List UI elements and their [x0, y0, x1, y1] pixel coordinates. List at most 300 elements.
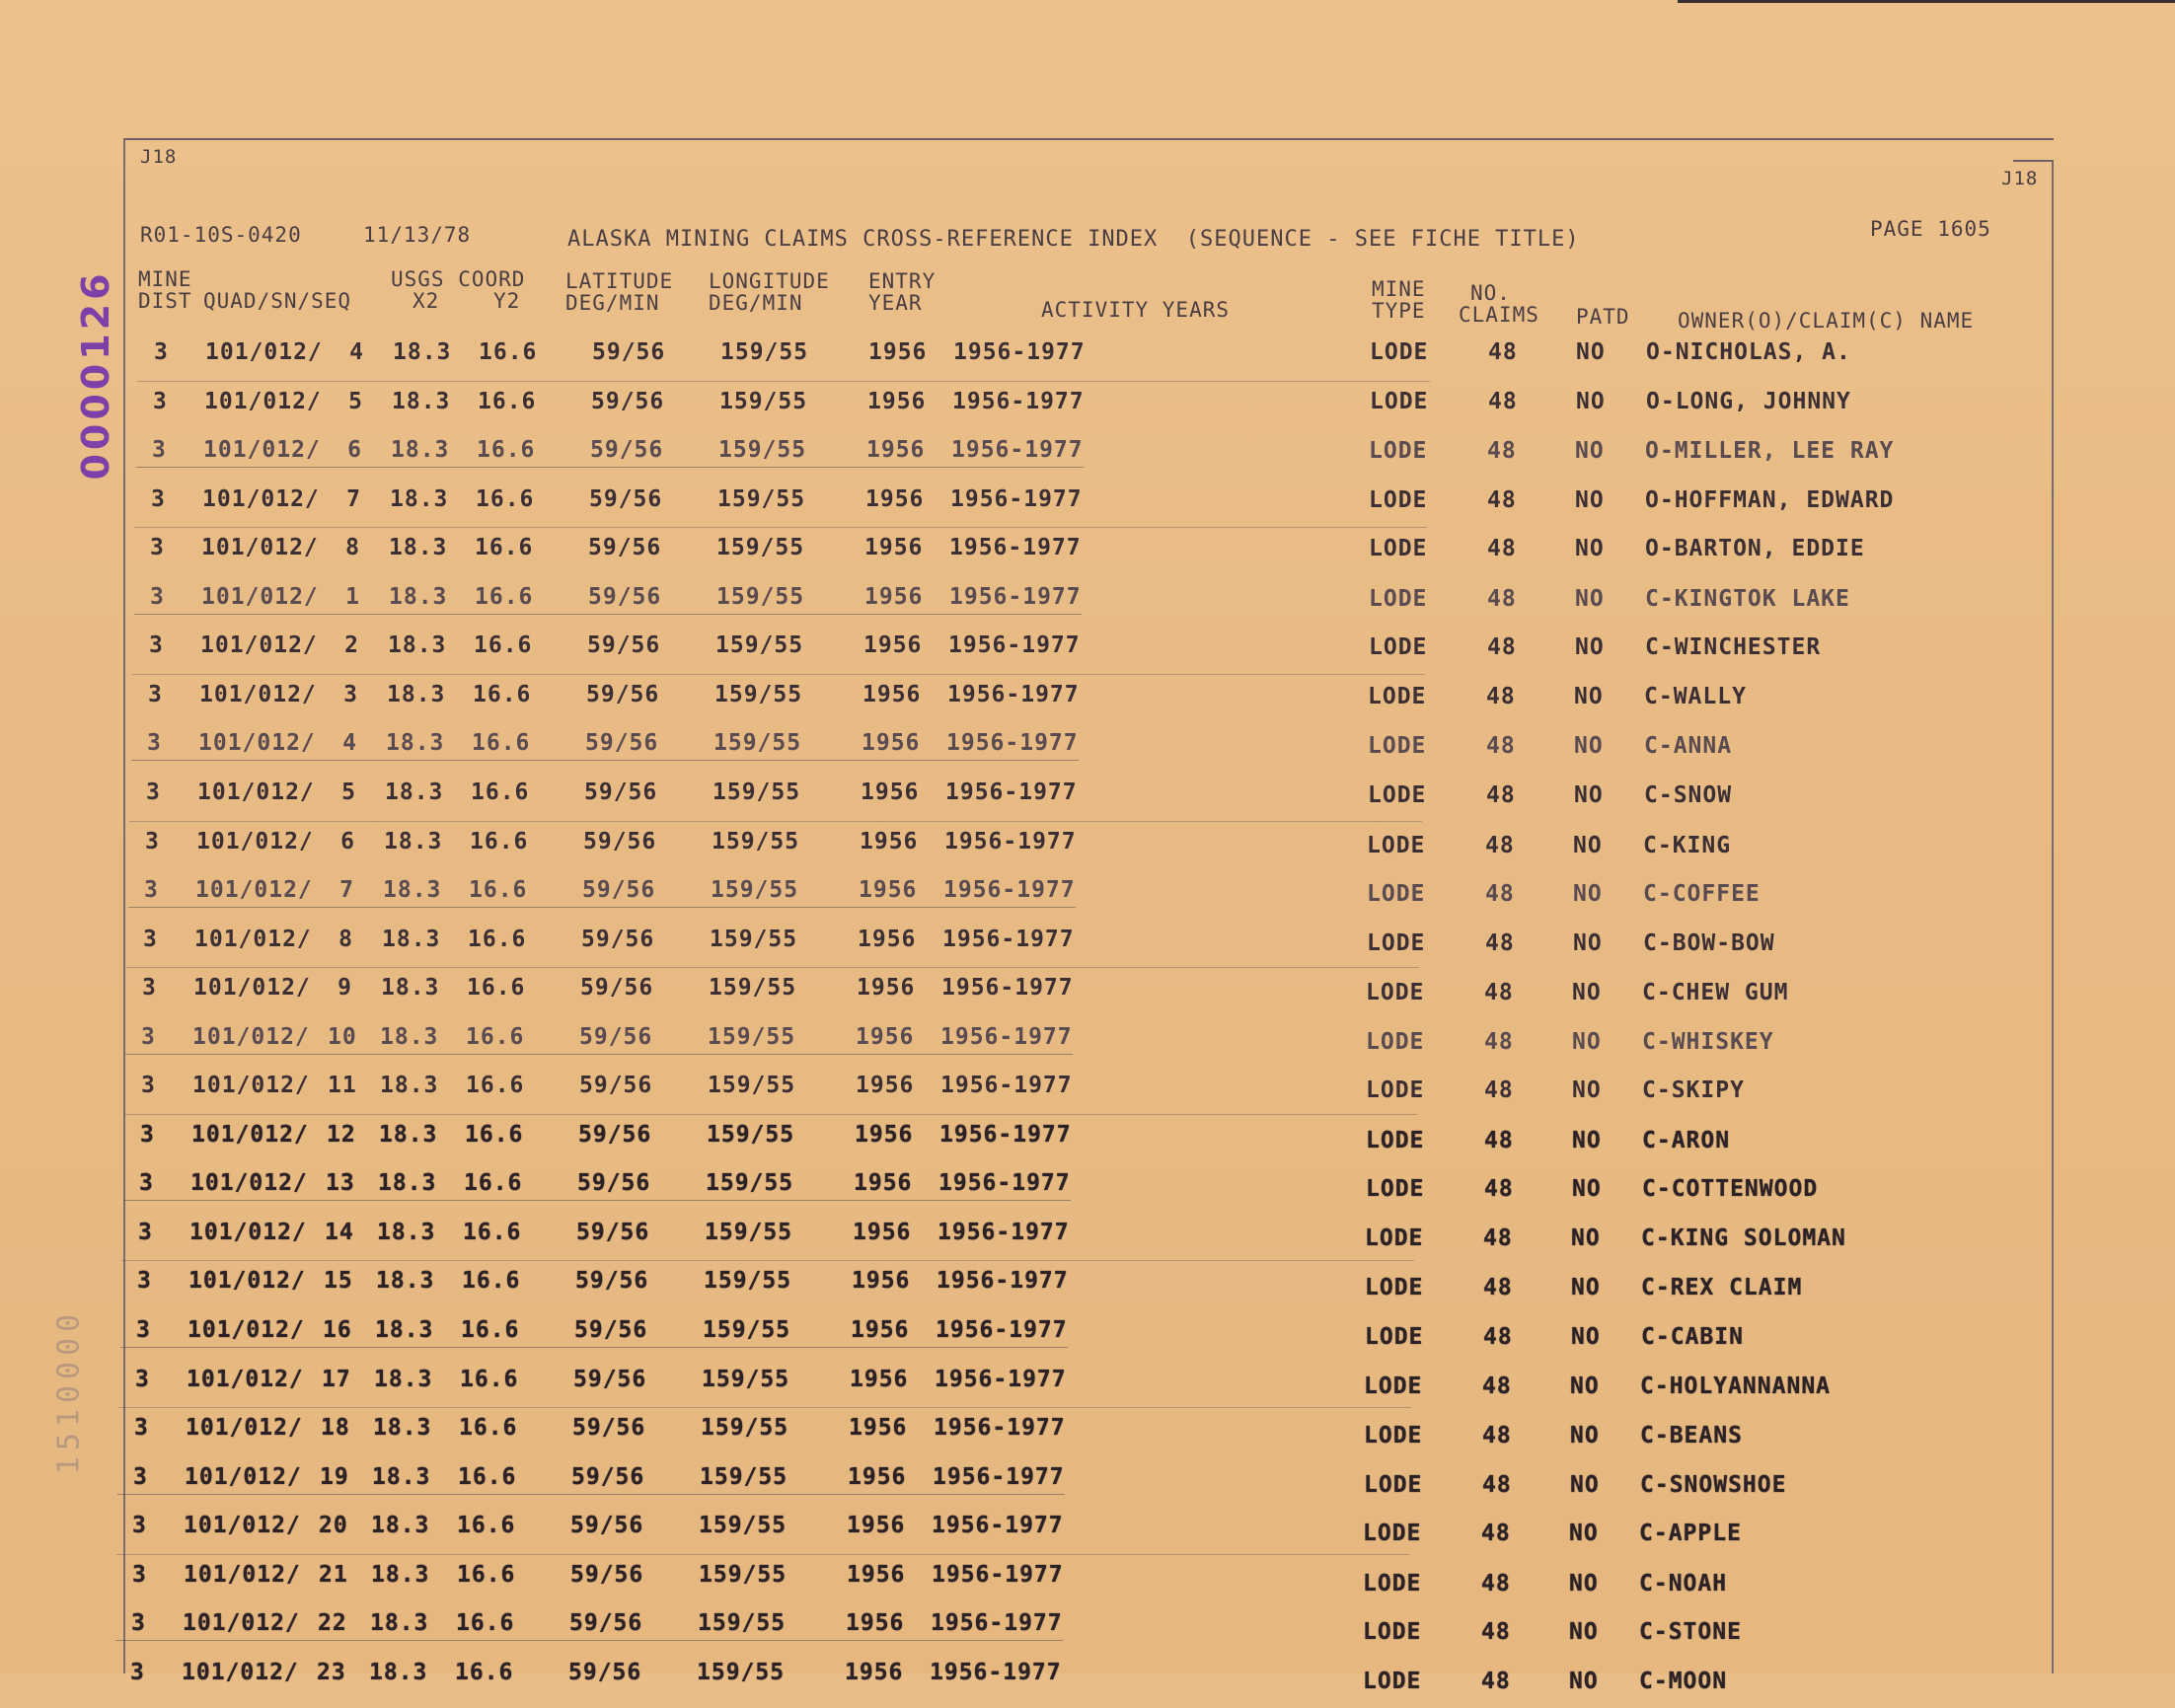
cell-x2: 18.3 — [378, 1170, 437, 1196]
cell-mine-type: LODE — [1369, 634, 1428, 660]
cell-entry-year: 1956 — [849, 1415, 908, 1441]
cell-mine-type: LODE — [1364, 1423, 1423, 1448]
cell-longitude: 159/55 — [720, 339, 809, 365]
cell-no-claims: 48 — [1482, 1374, 1512, 1399]
cell-seq: 4 — [342, 730, 357, 756]
cell-activity-years: 1956-1977 — [934, 1415, 1066, 1441]
cell-seq: 7 — [339, 877, 354, 903]
cell-activity-years: 1956-1977 — [949, 535, 1082, 560]
cell-seq: 14 — [325, 1220, 354, 1245]
cell-activity-years: 1956-1977 — [942, 927, 1075, 952]
cell-longitude: 159/55 — [710, 927, 798, 952]
cell-y2: 16.6 — [465, 1122, 524, 1148]
row-rule-line — [121, 1260, 1414, 1261]
col-header-longitude: LONGITUDE DEG/MIN — [709, 269, 830, 315]
cell-owner-claim-name: C-WINCHESTER — [1645, 634, 1822, 660]
cell-mine-dist: 3 — [135, 1367, 150, 1392]
cell-longitude: 159/55 — [698, 1610, 787, 1636]
cell-longitude: 159/55 — [704, 1268, 792, 1294]
cell-mine-dist: 3 — [142, 975, 157, 1001]
cell-mine-type: LODE — [1368, 782, 1427, 808]
cell-mine-type: LODE — [1368, 684, 1427, 709]
cell-mine-type: LODE — [1369, 586, 1428, 612]
cell-latitude: 59/56 — [579, 1073, 653, 1098]
cell-entry-year: 1956 — [846, 1610, 905, 1636]
cell-quad: 101/012/ — [183, 1610, 300, 1636]
cell-quad: 101/012/ — [188, 1317, 305, 1343]
cell-owner-claim-name: C-NOAH — [1639, 1571, 1728, 1597]
table-row — [0, 877, 2072, 926]
cell-entry-year: 1956 — [851, 1317, 910, 1343]
cell-mine-type: LODE — [1369, 536, 1428, 561]
cell-mine-type: LODE — [1363, 1571, 1422, 1597]
cell-owner-claim-name: C-CABIN — [1641, 1324, 1744, 1350]
cell-owner-claim-name: C-BEANS — [1640, 1423, 1743, 1448]
cell-quad: 101/012/ — [201, 535, 319, 560]
cell-seq: 15 — [324, 1268, 353, 1294]
cell-mine-dist: 3 — [130, 1660, 145, 1685]
cell-x2: 18.3 — [389, 584, 448, 610]
cell-activity-years: 1956-1977 — [930, 1660, 1062, 1685]
cell-latitude: 59/56 — [592, 339, 666, 365]
row-rule-line — [129, 821, 1422, 822]
row-rule-line — [117, 1494, 1065, 1495]
cell-y2: 16.6 — [458, 1464, 517, 1490]
cell-seq: 12 — [327, 1122, 356, 1148]
cell-mine-type: LODE — [1369, 438, 1428, 464]
cell-seq: 2 — [344, 632, 359, 658]
cell-y2: 16.6 — [456, 1610, 515, 1636]
cell-patd: NO — [1569, 1619, 1599, 1645]
cell-mine-dist: 3 — [153, 389, 168, 414]
col-header-no-claims: NO. CLAIMS — [1459, 281, 1539, 327]
cell-quad: 101/012/ — [197, 780, 315, 805]
table-row — [0, 584, 2072, 632]
cell-patd: NO — [1572, 1176, 1602, 1202]
cell-entry-year: 1956 — [857, 975, 916, 1001]
cell-x2: 18.3 — [392, 389, 451, 414]
cell-entry-year: 1956 — [847, 1513, 906, 1538]
cell-mine-type: LODE — [1366, 1176, 1425, 1202]
cell-quad: 101/012/ — [186, 1415, 303, 1441]
cell-mine-dist: 3 — [145, 829, 160, 854]
cell-seq: 8 — [345, 535, 360, 560]
cell-owner-claim-name: O-LONG, JOHNNY — [1646, 389, 1851, 414]
cell-activity-years: 1956-1977 — [941, 975, 1074, 1001]
report-id: R01-10S-0420 — [140, 223, 302, 247]
cell-latitude: 59/56 — [577, 1170, 651, 1196]
cell-activity-years: 1956-1977 — [938, 1220, 1070, 1245]
cell-longitude: 159/55 — [718, 437, 807, 463]
cell-mine-type: LODE — [1366, 1077, 1425, 1103]
cell-longitude: 159/55 — [697, 1660, 786, 1685]
cell-activity-years: 1956-1977 — [953, 339, 1086, 365]
cell-activity-years: 1956-1977 — [949, 584, 1082, 610]
cell-latitude: 59/56 — [570, 1562, 644, 1588]
cell-quad: 101/012/ — [191, 1122, 309, 1148]
col-header-owner-claim-name: OWNER(O)/CLAIM(C) NAME — [1678, 309, 1975, 333]
cell-quad: 101/012/ — [203, 437, 321, 463]
cell-patd: NO — [1572, 980, 1602, 1005]
cell-y2: 16.6 — [475, 535, 534, 560]
cell-seq: 19 — [320, 1464, 349, 1490]
cell-entry-year: 1956 — [855, 1122, 914, 1148]
row-rule-line — [115, 1640, 1063, 1641]
cell-no-claims: 48 — [1483, 1225, 1513, 1251]
cell-seq: 4 — [349, 339, 364, 365]
cell-no-claims: 48 — [1482, 1423, 1512, 1448]
cell-no-claims: 48 — [1484, 1077, 1514, 1103]
cell-entry-year: 1956 — [867, 389, 927, 414]
cell-patd: NO — [1572, 1128, 1602, 1153]
cell-longitude: 159/55 — [708, 1073, 796, 1098]
cell-seq: 22 — [318, 1610, 347, 1636]
cell-mine-dist: 3 — [131, 1610, 146, 1636]
cell-no-claims: 48 — [1484, 1176, 1514, 1202]
cell-owner-claim-name: C-COTTENWOOD — [1642, 1176, 1819, 1202]
cell-owner-claim-name: O-HOFFMAN, EDWARD — [1645, 487, 1895, 513]
cell-mine-dist: 3 — [154, 339, 169, 365]
cell-activity-years: 1956-1977 — [950, 486, 1083, 512]
cell-patd: NO — [1570, 1374, 1600, 1399]
row-rule-line — [124, 1114, 1417, 1115]
cell-longitude: 159/55 — [716, 584, 805, 610]
row-rule-line — [116, 1554, 1409, 1555]
table-row — [0, 1317, 2072, 1366]
cell-entry-year: 1956 — [858, 927, 917, 952]
cell-patd: NO — [1571, 1275, 1601, 1300]
cell-quad: 101/012/ — [200, 632, 318, 658]
cell-no-claims: 48 — [1481, 1619, 1511, 1645]
fiche-stamp-number: 0000126 — [74, 269, 117, 481]
cell-x2: 18.3 — [380, 1024, 439, 1050]
cell-mine-type: LODE — [1366, 1029, 1425, 1055]
row-rule-line — [137, 381, 1430, 382]
cell-quad: 101/012/ — [190, 1170, 308, 1196]
cell-patd: NO — [1572, 1077, 1602, 1103]
table-row — [0, 1024, 2072, 1073]
cell-mine-dist: 3 — [134, 1415, 149, 1441]
cell-no-claims: 48 — [1487, 634, 1517, 660]
cell-mine-type: LODE — [1364, 1374, 1423, 1399]
cell-y2: 16.6 — [466, 1073, 525, 1098]
cell-patd: NO — [1570, 1423, 1600, 1448]
cell-seq: 17 — [322, 1367, 351, 1392]
cell-x2: 18.3 — [374, 1367, 433, 1392]
table-row — [0, 1415, 2072, 1463]
cell-owner-claim-name: C-HOLYANNANNA — [1640, 1374, 1832, 1399]
cell-latitude: 59/56 — [569, 1610, 643, 1636]
cell-x2: 18.3 — [391, 437, 450, 463]
cell-latitude: 59/56 — [584, 780, 658, 805]
cell-y2: 16.6 — [464, 1170, 523, 1196]
cell-quad: 101/012/ — [201, 584, 319, 610]
cell-patd: NO — [1570, 1472, 1600, 1498]
cell-mine-dist: 3 — [132, 1562, 147, 1588]
cell-owner-claim-name: C-KINGTOK LAKE — [1645, 586, 1850, 612]
row-rule-line — [125, 1054, 1073, 1055]
cell-mine-type: LODE — [1367, 833, 1426, 858]
cell-patd: NO — [1575, 438, 1605, 464]
cell-latitude: 59/56 — [587, 632, 661, 658]
cell-x2: 18.3 — [377, 1220, 436, 1245]
cell-owner-claim-name: C-KING — [1643, 833, 1732, 858]
cell-x2: 18.3 — [373, 1415, 432, 1441]
cell-seq: 3 — [343, 682, 358, 707]
cell-no-claims: 48 — [1487, 536, 1517, 561]
cell-activity-years: 1956-1977 — [932, 1562, 1064, 1588]
cell-x2: 18.3 — [388, 632, 447, 658]
cell-y2: 16.6 — [472, 730, 531, 756]
cell-activity-years: 1956-1977 — [935, 1367, 1067, 1392]
cell-quad: 101/012/ — [193, 975, 311, 1001]
cell-latitude: 59/56 — [590, 437, 664, 463]
cell-entry-year: 1956 — [848, 1464, 907, 1490]
cell-patd: NO — [1574, 782, 1604, 808]
corner-label-right: J18 — [2001, 168, 2039, 189]
cell-mine-dist: 3 — [147, 730, 162, 756]
cell-entry-year: 1956 — [861, 780, 920, 805]
cell-longitude: 159/55 — [707, 1122, 795, 1148]
row-rule-line — [132, 674, 1425, 675]
cell-x2: 18.3 — [371, 1513, 430, 1538]
cell-seq: 20 — [319, 1513, 348, 1538]
cell-no-claims: 48 — [1488, 339, 1518, 365]
cell-patd: NO — [1571, 1225, 1601, 1251]
cell-y2: 16.6 — [473, 682, 532, 707]
cell-patd: NO — [1575, 487, 1605, 513]
cell-seq: 5 — [341, 780, 356, 805]
cell-mine-dist: 3 — [138, 1220, 153, 1245]
cell-no-claims: 48 — [1486, 733, 1516, 759]
report-date: 11/13/78 — [363, 223, 472, 247]
cell-patd: NO — [1573, 881, 1603, 907]
cell-quad: 101/012/ — [205, 339, 323, 365]
cell-mine-dist: 3 — [137, 1268, 152, 1294]
cell-y2: 16.6 — [466, 1024, 525, 1050]
cell-latitude: 59/56 — [568, 1660, 642, 1685]
cell-longitude: 159/55 — [701, 1415, 789, 1441]
cell-x2: 18.3 — [372, 1464, 431, 1490]
cell-no-claims: 48 — [1484, 1029, 1514, 1055]
cell-no-claims: 48 — [1486, 684, 1516, 709]
col-header-entry-year: ENTRY YEAR — [868, 269, 937, 315]
table-row — [0, 1122, 2072, 1170]
cell-longitude: 159/55 — [702, 1367, 790, 1392]
cell-seq: 16 — [323, 1317, 352, 1343]
cell-activity-years: 1956-1977 — [948, 632, 1081, 658]
cell-mine-type: LODE — [1368, 733, 1427, 759]
col-header-mine-type: MINE TYPE — [1372, 277, 1426, 323]
cell-quad: 101/012/ — [187, 1367, 304, 1392]
cell-mine-type: LODE — [1367, 930, 1426, 956]
cell-latitude: 59/56 — [583, 829, 657, 854]
cell-latitude: 59/56 — [580, 975, 654, 1001]
cell-owner-claim-name: O-MILLER, LEE RAY — [1645, 438, 1895, 464]
cell-seq: 5 — [348, 389, 363, 414]
table-row — [0, 1464, 2072, 1513]
cell-latitude: 59/56 — [586, 682, 660, 707]
cell-mine-dist: 3 — [148, 682, 163, 707]
cell-mine-dist: 3 — [136, 1317, 151, 1343]
cell-mine-type: LODE — [1366, 1128, 1425, 1153]
cell-x2: 18.3 — [383, 877, 442, 903]
table-row — [0, 975, 2072, 1023]
cell-patd: NO — [1576, 389, 1606, 414]
cell-activity-years: 1956-1977 — [939, 1122, 1072, 1148]
cell-quad: 101/012/ — [185, 1464, 302, 1490]
cell-latitude: 59/56 — [591, 389, 665, 414]
cell-longitude: 159/55 — [716, 535, 805, 560]
top-edge-rule — [1678, 0, 2175, 3]
cell-activity-years: 1956-1977 — [932, 1513, 1064, 1538]
cell-latitude: 59/56 — [578, 1122, 652, 1148]
cell-seq: 6 — [340, 829, 355, 854]
cell-mine-dist: 3 — [150, 535, 165, 560]
cell-entry-year: 1956 — [864, 584, 924, 610]
cell-quad: 101/012/ — [188, 1268, 306, 1294]
cell-latitude: 59/56 — [582, 877, 656, 903]
cell-entry-year: 1956 — [854, 1170, 913, 1196]
cell-latitude: 59/56 — [589, 486, 663, 512]
cell-owner-claim-name: C-SNOWSHOE — [1640, 1472, 1787, 1498]
cell-entry-year: 1956 — [847, 1562, 906, 1588]
cell-owner-claim-name: C-APPLE — [1639, 1521, 1742, 1546]
row-rule-line — [118, 1407, 1411, 1408]
cell-y2: 16.6 — [474, 632, 533, 658]
cell-latitude: 59/56 — [581, 927, 655, 952]
cell-longitude: 159/55 — [715, 632, 804, 658]
cell-x2: 18.3 — [387, 682, 446, 707]
cell-patd: NO — [1574, 684, 1604, 709]
cell-mine-dist: 3 — [152, 437, 167, 463]
cell-no-claims: 48 — [1484, 1128, 1514, 1153]
col-header-mine-dist: MINE DIST — [138, 267, 192, 313]
row-rule-line — [134, 527, 1427, 528]
corner-label-left: J18 — [140, 146, 178, 168]
table-row — [0, 437, 2072, 485]
cell-latitude: 59/56 — [571, 1464, 645, 1490]
cell-longitude: 159/55 — [705, 1220, 793, 1245]
frame-corner-tick — [2013, 160, 2053, 162]
cell-x2: 18.3 — [390, 486, 449, 512]
cell-entry-year: 1956 — [864, 535, 924, 560]
cell-quad: 101/012/ — [184, 1513, 301, 1538]
cell-y2: 16.6 — [477, 437, 536, 463]
cell-longitude: 159/55 — [708, 1024, 796, 1050]
cell-patd: NO — [1576, 339, 1606, 365]
cell-x2: 18.3 — [371, 1562, 430, 1588]
cell-owner-claim-name: C-WALLY — [1644, 684, 1747, 709]
cell-x2: 18.3 — [376, 1268, 435, 1294]
cell-longitude: 159/55 — [712, 780, 801, 805]
cell-entry-year: 1956 — [859, 877, 918, 903]
cell-activity-years: 1956-1977 — [938, 1170, 1071, 1196]
cell-longitude: 159/55 — [711, 877, 799, 903]
cell-x2: 18.3 — [379, 1122, 438, 1148]
cell-mine-type: LODE — [1369, 487, 1428, 513]
row-rule-line — [123, 1200, 1071, 1201]
cell-mine-type: LODE — [1370, 339, 1429, 365]
cell-activity-years: 1956-1977 — [933, 1464, 1065, 1490]
cell-owner-claim-name: C-BOW-BOW — [1643, 930, 1775, 956]
cell-y2: 16.6 — [457, 1513, 516, 1538]
cell-patd: NO — [1573, 833, 1603, 858]
col-header-usgs: USGS COORD — [391, 267, 526, 291]
cell-owner-claim-name: C-SKIPY — [1642, 1077, 1745, 1103]
cell-activity-years: 1956-1977 — [943, 877, 1076, 903]
cell-entry-year: 1956 — [866, 437, 926, 463]
cell-quad: 101/012/ — [202, 486, 320, 512]
cell-quad: 101/012/ — [204, 389, 322, 414]
cell-patd: NO — [1569, 1669, 1599, 1694]
cell-quad: 101/012/ — [184, 1562, 301, 1588]
cell-x2: 18.3 — [369, 1660, 428, 1685]
cell-quad: 101/012/ — [195, 877, 313, 903]
cell-mine-type: LODE — [1366, 980, 1425, 1005]
cell-patd: NO — [1573, 930, 1603, 956]
cell-longitude: 159/55 — [713, 730, 802, 756]
cell-x2: 18.3 — [393, 339, 452, 365]
cell-y2: 16.6 — [478, 389, 537, 414]
col-header-y2: Y2 — [493, 289, 521, 313]
cell-latitude: 59/56 — [573, 1367, 647, 1392]
cell-seq: 9 — [338, 975, 352, 1001]
cell-activity-years: 1956-1977 — [940, 1024, 1073, 1050]
cell-no-claims: 48 — [1483, 1275, 1513, 1300]
cell-patd: NO — [1569, 1571, 1599, 1597]
cell-y2: 16.6 — [471, 780, 530, 805]
cell-mine-dist: 3 — [150, 584, 165, 610]
cell-activity-years: 1956-1977 — [946, 730, 1079, 756]
cell-no-claims: 48 — [1487, 438, 1517, 464]
cell-owner-claim-name: C-COFFEE — [1643, 881, 1761, 907]
cell-longitude: 159/55 — [700, 1464, 788, 1490]
cell-entry-year: 1956 — [853, 1220, 912, 1245]
row-rule-line — [134, 614, 1082, 615]
table-row — [0, 1660, 2072, 1708]
col-header-latitude: LATITUDE DEG/MIN — [565, 269, 674, 315]
cell-y2: 16.6 — [475, 584, 534, 610]
cell-no-claims: 48 — [1486, 782, 1516, 808]
cell-activity-years: 1956-1977 — [952, 389, 1085, 414]
cell-mine-type: LODE — [1365, 1225, 1424, 1251]
cell-seq: 11 — [328, 1073, 357, 1098]
cell-longitude: 159/55 — [703, 1317, 791, 1343]
cell-activity-years: 1956-1977 — [931, 1610, 1063, 1636]
cell-y2: 16.6 — [462, 1268, 521, 1294]
cell-x2: 18.3 — [381, 975, 440, 1001]
cell-activity-years: 1956-1977 — [937, 1268, 1069, 1294]
cell-seq: 10 — [328, 1024, 357, 1050]
cell-y2: 16.6 — [470, 829, 529, 854]
cell-owner-claim-name: C-REX CLAIM — [1641, 1275, 1803, 1300]
row-rule-line — [136, 467, 1084, 468]
cell-mine-dist: 3 — [132, 1513, 147, 1538]
cell-x2: 18.3 — [384, 829, 443, 854]
cell-y2: 16.6 — [469, 877, 528, 903]
cell-mine-dist: 3 — [141, 1024, 156, 1050]
cell-no-claims: 48 — [1485, 930, 1515, 956]
cell-latitude: 59/56 — [572, 1415, 646, 1441]
cell-longitude: 159/55 — [699, 1562, 788, 1588]
cell-owner-claim-name: C-KING SOLOMAN — [1641, 1225, 1846, 1251]
cell-longitude: 159/55 — [699, 1513, 788, 1538]
col-header-x2: X2 — [412, 289, 440, 313]
cell-latitude: 59/56 — [576, 1220, 650, 1245]
cell-mine-dist: 3 — [140, 1122, 155, 1148]
col-header-activity-years: ACTIVITY YEARS — [1041, 298, 1231, 322]
